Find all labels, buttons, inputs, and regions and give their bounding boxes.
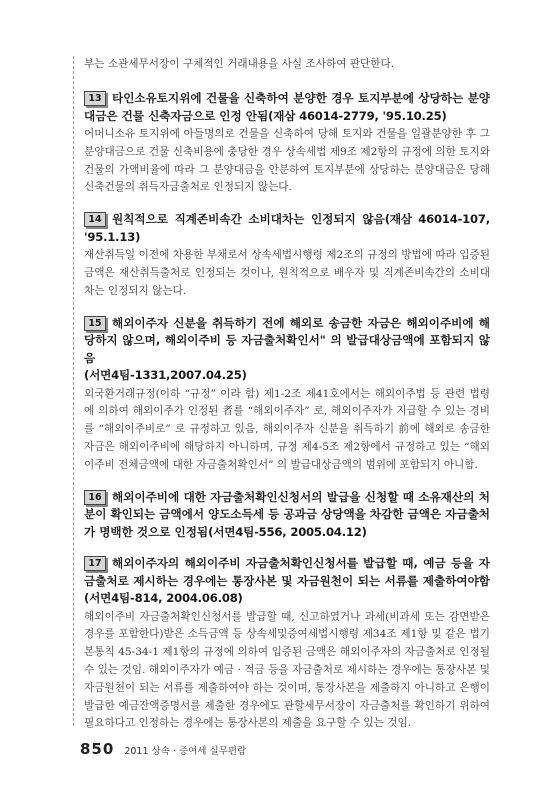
case-number-badge: 15 xyxy=(84,316,106,331)
case-title: 타인소유토지위에 건물을 신축하여 분양한 경우 토지부분에 상당하는 분양대금은 건물 신축자금으로 인정 안됨 xyxy=(84,91,490,123)
case-15 xyxy=(84,315,490,475)
case-title: 해외이주자의 해외이주비 자금출처확인신청서를 발급할 때, 예금 등을 자금출처로 제시하는 경우에는 통장사본 및 자금원천이 되는 서류를 제출하여야함 xyxy=(84,556,490,588)
case-body: 어머니소유 토지위에 아들명의로 건물을 신축하여 당해 토지와 건물을 일괄분양한 후 그 분양대금으로 건물 신축비용에 충당한 경우 상속세법 제9조 제2항의 규정에 의한 토지와 건물의 가액비율에 따라 그 분양대금을 안분하여 토지부분에 상당하는 분양대금은 당해 신축건물의 취득자금출처로 인정되지 않는다. xyxy=(84,128,490,194)
page-footer xyxy=(80,740,480,762)
case-title: 해외이주비에 대한 자금출처확인신청서의 발급을 신청할 때 소유재산의 처분이 확인되는 금액에서 양도소득세 등 공과금 상당액을 차감한 금액은 자금출처가 명백한 것으로 인정됨 xyxy=(84,489,490,539)
case-number-badge: 17 xyxy=(84,556,106,571)
book-title: 2011 상속 · 증여세 실무편람 xyxy=(124,746,247,757)
case-title: 원칙적으로 직계존비속간 소비대차는 인정되지 않음 xyxy=(112,212,385,227)
case-13 xyxy=(84,90,490,197)
case-heading xyxy=(84,489,490,542)
case-reference: (서면4팀-1331,2007.04.25) xyxy=(84,368,247,383)
case-number-badge: 16 xyxy=(84,490,106,505)
case-17 xyxy=(84,555,490,733)
case-heading xyxy=(84,555,490,608)
case-number-badge: 14 xyxy=(84,212,106,227)
page-content xyxy=(84,56,490,730)
case-reference: (재삼 46014-107, '95.1.13) xyxy=(84,212,490,244)
case-body: 외국환거래규정(이하 “규정” 이라 함) 제1-2조 제41호에서는 해외이주법 등 관련 법령에 의하여 해외이주가 인정된 者를 “해외이주자” 로, 해외이주자가 지급할 수 있는 경비를 “해외이주비로” 로 규정하고 있음, 해외이주자 신분을 취득하기 前에 해외로 송금한 자금은 해외이주비에 해당하지 아니하며, 규정 제4-5조 제2항에서 규정하고 있는 “해외이주비 전체금액에 대한 자금출처확인서” 의 발급대상금액의 범위에 포함되지 아니함. xyxy=(84,387,490,471)
margin-dashed-line xyxy=(73,56,74,726)
case-reference: (서면4팀-556, 2005.04.12) xyxy=(208,524,367,539)
case-heading xyxy=(84,315,490,385)
case-title: 해외이주자 신분을 취득하기 전에 해외로 송금한 자금은 해외이주비에 해당하지 않으며, 해외이주비 등 자금출처확인서" 의 발급대상금액에 포함되지 않음 xyxy=(84,315,490,365)
case-body: 해외이주비 자금출처확인신청서를 발급할 때, 신고하였거나 과세(비과세 또는 감면받은 경우를 포함한다)받은 소득금액 등 상속세및증여세법시행령 제34조 제1항 및 같은 법기본통칙 45-34-1 제1항의 규정에 의하여 입증된 금액은 해외이주자의 자금출처로 인정될 수 있는 것임. 해외이주자가 예금 · 적금 등을 자금출처로 제시하는 경우에는 통장사본 및 자금원천이 되는 서류를 제출하여야 하는 것이며, 통장사본을 제출하지 아니하고 은행이 발급한 예금잔액증명서를 제출한 경우에도 관할세무서장이 자금출처를 확인하기 위하여 필요하다고 인정하는 경우에는 통장사본의 제출을 요구할 수 있는 것임. xyxy=(84,610,490,730)
page-number: 850 xyxy=(80,740,115,758)
case-14 xyxy=(84,211,490,300)
case-heading xyxy=(84,211,490,246)
case-reference: (서면4팀-814, 2004.06.08) xyxy=(84,591,243,606)
case-reference: (재삼 46014-2779, '95.10.25) xyxy=(268,108,447,123)
case-body: 재산취득일 이전에 차용한 부채로서 상속세법시행령 제2조의 규정의 방법에 따라 입증된 금액은 재산취득출처로 인정되는 것이나, 원칙적으로 배우자 및 직계존비속간의 소비대차는 인정되지 않는다. xyxy=(84,249,490,297)
case-16 xyxy=(84,489,490,542)
intro-paragraph: 부는 소관세무서장이 구체적인 거래내용을 사실 조사하여 판단한다. xyxy=(84,58,395,70)
case-heading xyxy=(84,90,490,125)
case-number-badge: 13 xyxy=(84,91,106,106)
